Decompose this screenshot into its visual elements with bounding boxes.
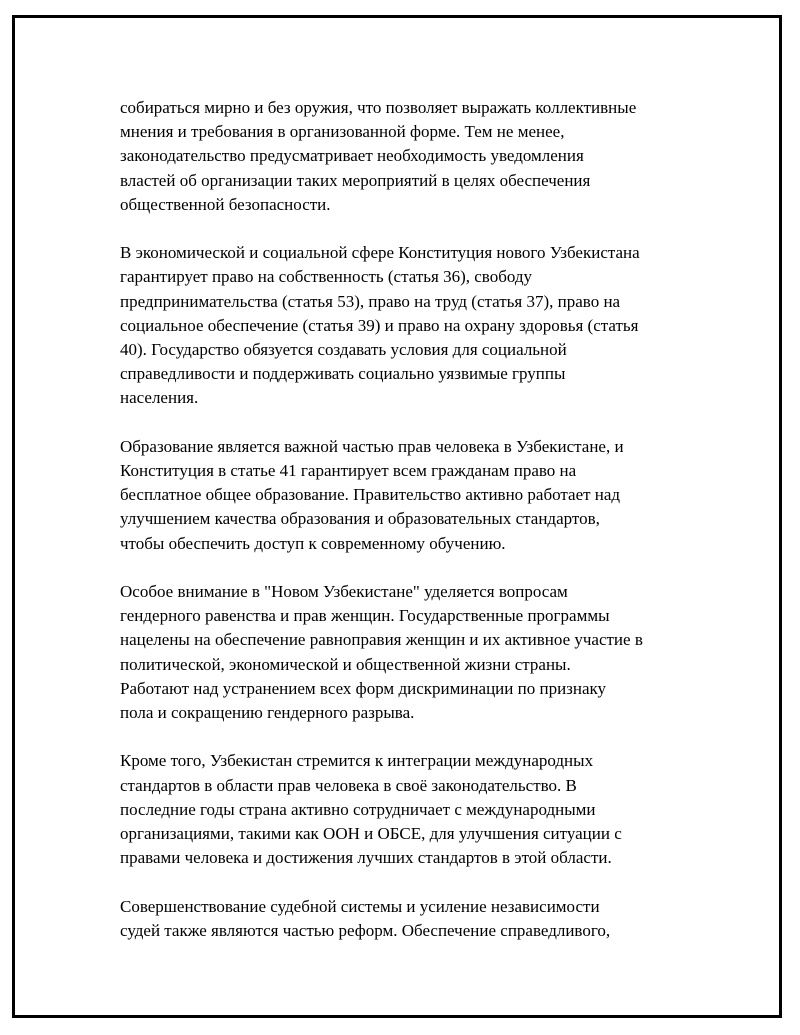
text-line: чтобы обеспечить доступ к современному обучению. [120, 533, 506, 553]
text-line: нацелены на обеспечение равноправия женщин и их активное участие в [120, 630, 643, 650]
text-line: властей об организации таких мероприятий в целях обеспечения [120, 170, 591, 190]
text-line: Работают над устранением всех форм дискриминации по признаку [120, 678, 607, 698]
text-line: последние годы страна активно сотрудничает с международными [120, 799, 596, 819]
text-line: 40). Государство обязуется создавать условия для социальной [120, 340, 567, 360]
text-line: справедливости и поддерживать социально уязвимые группы [120, 364, 566, 384]
text-line: социальное обеспечение (статья 39) и право на охрану здоровья (статья [120, 315, 639, 335]
text-line: Кроме того, Узбекистан стремится к интеграции международных [120, 751, 594, 771]
text-line: пола и сокращению гендерного разрыва. [120, 703, 415, 723]
text-line: Конституция в статье 41 гарантирует всем гражданам право на [120, 461, 577, 481]
text-line: собираться мирно и без оружия, что позволяет выражать коллективные [120, 98, 637, 117]
paragraph-6 [120, 895, 695, 943]
paragraph-3 [120, 435, 695, 556]
text-line: бесплатное общее образование. Правительство активно работает над [120, 485, 621, 505]
paragraph-5 [120, 749, 695, 870]
text-line: политической, экономической и общественной жизни страны. [120, 654, 571, 674]
text-line: общественной безопасности. [120, 194, 331, 214]
text-line: населения. [120, 388, 199, 408]
text-line: улучшением качества образования и образовательных стандартов, [120, 509, 600, 529]
paragraph-4 [120, 580, 695, 725]
paragraph-1 [120, 96, 695, 217]
text-line: стандартов в области прав человека в своё законодательство. В [120, 775, 577, 795]
text-line: предпринимательства (статья 53), право на труд (статья 37), право на [120, 291, 621, 311]
text-line: законодательство предусматривает необходимость уведомления [120, 146, 584, 166]
text-line: мнения и требования в организованной форме. Тем не менее, [120, 122, 565, 142]
text-line: Образование является важной частью прав человека в Узбекистане, и [120, 436, 624, 456]
text-line: организациями, такими как ООН и ОБСЕ, для улучшения ситуации с [120, 824, 622, 844]
text-line: гендерного равенства и прав женщин. Государственные программы [120, 606, 610, 626]
document-body [120, 96, 695, 967]
text-line: Совершенствование судебной системы и усиление независимости [120, 896, 600, 916]
text-line: Особое внимание в "Новом Узбекистане" уделяется вопросам [120, 582, 568, 602]
document-page [12, 15, 782, 1018]
text-line: правами человека и достижения лучших стандартов в этой области. [120, 848, 612, 868]
text-line: судей также являются частью реформ. Обеспечение справедливого, [120, 920, 611, 940]
text-line: В экономической и социальной сфере Конституция нового Узбекистана [120, 243, 640, 263]
paragraph-2 [120, 241, 695, 410]
text-line: гарантирует право на собственность (статья 36), свободу [120, 267, 533, 287]
